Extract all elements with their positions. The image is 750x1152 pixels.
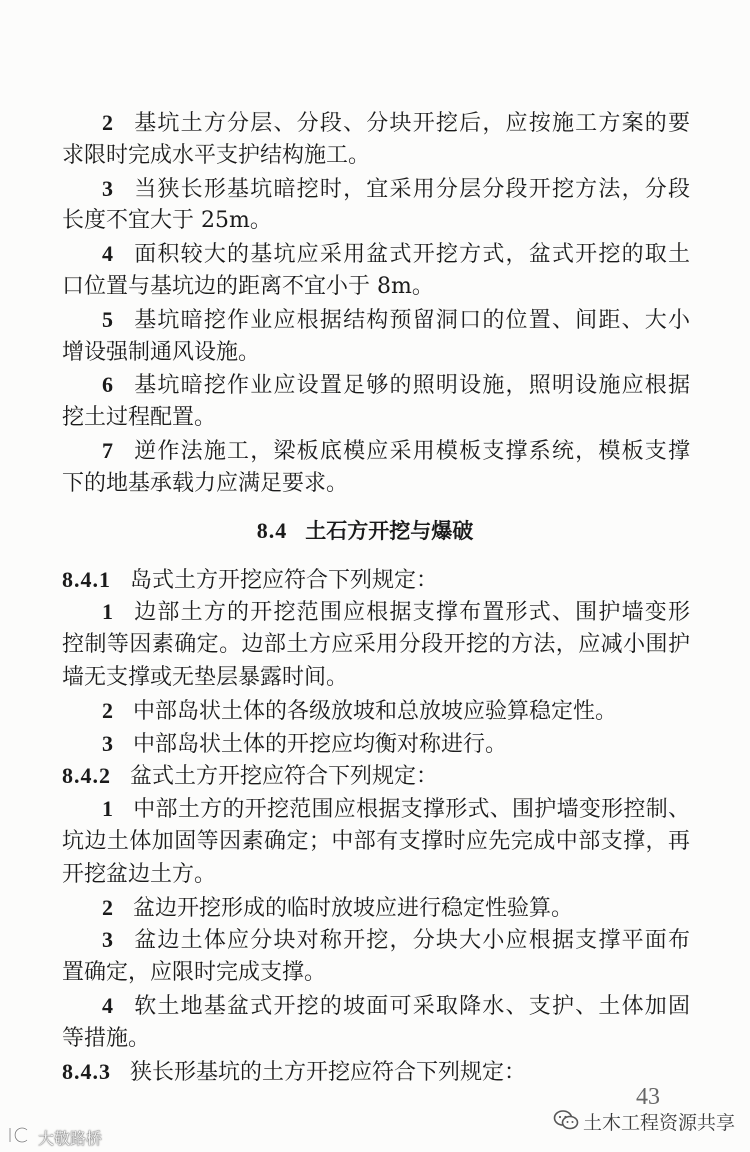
item-paragraph: [62, 924, 690, 990]
section-number: 8.4: [256, 517, 288, 543]
text-line: [62, 238, 690, 271]
text-line: [62, 1023, 690, 1056]
text-line: [62, 271, 690, 304]
line-text: 长度不宜大于 25m。: [62, 208, 272, 234]
page-number: 43: [636, 1084, 660, 1110]
item-paragraph: [62, 596, 690, 694]
item-number: 1: [102, 796, 113, 822]
line-text: 盆边开挖形成的临时放坡应进行稳定性验算。: [133, 895, 574, 921]
line-text: 基坑暗挖作业应根据结构预留洞口的位置、间距、大小: [133, 307, 690, 333]
item-paragraph: [62, 990, 690, 1056]
text-line: [62, 596, 690, 629]
text-line: [62, 629, 690, 662]
clause-paragraph: [62, 1056, 690, 1089]
item-paragraph: [62, 435, 690, 501]
item-number: 4: [102, 241, 113, 267]
item-paragraph: [62, 173, 690, 239]
text-line: [62, 728, 690, 761]
text-line: [62, 892, 690, 925]
item-paragraph: [62, 238, 690, 304]
clause-number: 8.4.2: [62, 763, 111, 789]
item-number: 6: [102, 372, 113, 398]
line-text: 盆式土方开挖应符合下列规定：: [130, 764, 439, 790]
text-line: [62, 662, 690, 695]
item-paragraph: [62, 793, 690, 891]
item-number: 2: [102, 110, 113, 135]
item-number: 2: [102, 697, 113, 723]
text-line: [62, 140, 690, 173]
text-line: [62, 435, 690, 468]
line-text: 基坑暗挖作业应设置足够的照明设施，照明设施应根据: [133, 373, 690, 399]
item-number: 4: [102, 992, 113, 1018]
item-number: 2: [102, 894, 113, 920]
text-line: [62, 1056, 690, 1089]
text-line: [62, 369, 690, 402]
clause-paragraph: [62, 564, 690, 597]
line-text: 狭长形基坑的土方开挖应符合下列规定：: [130, 1059, 527, 1085]
item-number: 3: [102, 927, 113, 953]
item-number: 1: [102, 599, 113, 625]
item-paragraph: [62, 107, 690, 173]
text-line: [62, 760, 690, 793]
line-text: 开挖盆边土方。: [62, 861, 217, 887]
text-line: [62, 695, 690, 728]
item-paragraph: [62, 892, 690, 925]
watermark-right-text: 土木工程资源共享: [583, 1112, 736, 1134]
section-heading: [62, 514, 690, 547]
item-number: 3: [102, 175, 113, 201]
line-text: 岛式土方开挖应符合下列规定：: [130, 567, 439, 593]
line-text: 增设强制通风设施。: [62, 339, 261, 365]
line-text: 中部土方的开挖范围应根据支撑形式、围护墙变形控制、: [133, 797, 690, 823]
text-line: [62, 859, 690, 892]
item-paragraph: [62, 304, 690, 370]
section-title: 土石方开挖与爆破: [305, 518, 474, 543]
text-line: [62, 957, 690, 990]
text-line: [62, 304, 690, 337]
line-text: 面积较大的基坑应采用盆式开挖方式，盆式开挖的取土: [133, 242, 690, 268]
line-text: 坑边土体加固等因素确定；中部有支撑时应先完成中部支撑，再: [62, 828, 690, 854]
clause-number: 8.4.1: [62, 566, 111, 592]
text-line: [62, 468, 690, 501]
watermark-left: [6, 1125, 102, 1149]
line-text: 置确定，应限时完成支撑。: [62, 960, 327, 986]
text-line: [62, 564, 690, 597]
text-line: [62, 402, 690, 435]
line-text: 中部岛状土体的开挖应均衡对称进行。: [133, 731, 508, 757]
line-text: 墙无支撑或无垫层暴露时间。: [62, 664, 349, 690]
item-number: 7: [102, 437, 113, 463]
line-text: 基坑土方分层、分段、分块开挖后，应按施工方案的要: [133, 111, 690, 136]
text-line: [62, 924, 690, 957]
text-line: [62, 793, 690, 826]
watermark-left-text: 大敬路桥: [38, 1128, 103, 1148]
line-text: 软土地基盆式开挖的坡面可采取降水、支护、土体加固: [133, 993, 690, 1019]
item-number: 5: [102, 306, 113, 332]
text-line: [62, 107, 690, 140]
item-number: 3: [102, 730, 113, 756]
line-text: 下的地基承载力应满足要求。: [62, 470, 349, 496]
line-text: 当狭长形基坑暗挖时，宜采用分层分段开挖方法，分段: [133, 176, 690, 202]
line-text: 挖土过程配置。: [62, 405, 217, 431]
wechat-icon: [553, 1109, 579, 1135]
watermark-right: [553, 1108, 735, 1135]
text-line: [62, 337, 690, 370]
text-line: [62, 990, 690, 1023]
item-paragraph: [62, 695, 690, 728]
line-text: 口位置与基坑边的距离不宜小于 8m。: [62, 273, 434, 299]
clause-paragraph: [62, 760, 690, 793]
line-text: 逆作法施工，梁板底模应采用模板支撑系统，模板支撑: [133, 438, 690, 464]
text-line: [62, 205, 690, 238]
line-text: 等措施。: [62, 1025, 151, 1051]
watermark-logo-icon: [6, 1125, 34, 1149]
item-paragraph: [62, 728, 690, 761]
line-text: 求限时完成水平支护结构施工。: [62, 142, 371, 168]
line-text: 边部土方的开挖范围应根据支撑布置形式、围护墙变形: [133, 600, 690, 626]
text-line: [62, 826, 690, 859]
line-text: 盆边土体应分块对称开挖，分块大小应根据支撑平面布: [133, 928, 690, 954]
line-text: 中部岛状土体的各级放坡和总放坡应验算稳定性。: [133, 698, 618, 724]
item-paragraph: [62, 369, 690, 435]
document-body: [62, 107, 690, 1088]
clause-number: 8.4.3: [62, 1058, 111, 1084]
line-text: 控制等因素确定。边部土方应采用分段开挖的方法，应减小围护: [62, 632, 690, 658]
text-line: [62, 173, 690, 206]
